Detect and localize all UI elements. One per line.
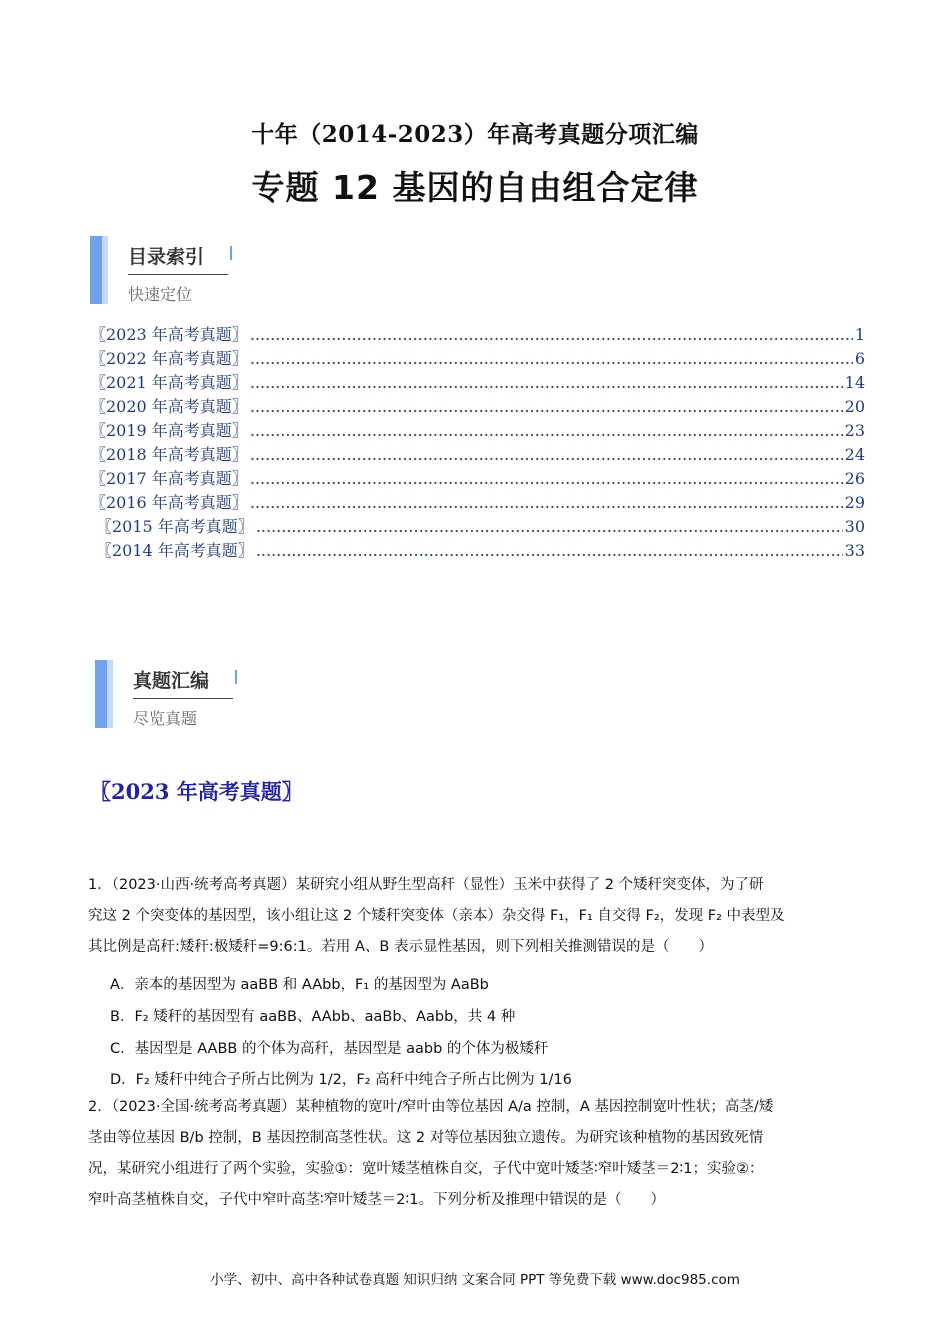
question-text-line: 2．（2023·全国·统考高考真题）某种植物的宽叶/窄叶由等位基因 A/a 控制，A 基因控制宽叶性状；高茎/矮 [88,1099,774,1115]
toc-entry-label: 〖2019 年高考真题〗 [90,421,248,440]
toc-leader-dots [250,445,843,464]
toc-entry-label: 〖2016 年高考真题〗 [90,493,248,512]
toc-entry[interactable] [90,346,865,370]
section-accent-bar [90,236,102,304]
toc-leader-dots [250,469,843,488]
toc-entry-label: 〖2020 年高考真题〗 [90,397,248,416]
question-text-line: 况，某研究小组进行了两个实验，实验①：宽叶矮茎植株自交，子代中宽叶矮茎∶窄叶矮茎＝2∶1；实验②： [88,1161,764,1177]
toc-entry[interactable] [90,490,865,514]
toc-entry[interactable] [90,370,865,394]
year-heading: 〖2023 年高考真题〗 [90,779,303,804]
toc-leader-dots [250,421,843,440]
toc-leader-dots [250,349,853,368]
question-text-line: 其比例是高秆:矮秆:极矮秆=9:6:1。若用 A、B 表示显性基因，则下列相关推测错误的是（ ） [88,939,713,955]
question-text-line: 窄叶高茎植株自交，子代中窄叶高茎∶窄叶矮茎＝2∶1。下列分析及推理中错误的是（ ） [88,1192,665,1208]
toc-entry-page: 20 [844,397,865,416]
questions-section-subheading: 尽览真题 [133,709,198,728]
section-tick-mark [235,670,237,684]
toc-entry[interactable] [90,538,865,562]
toc-entry-label: 〖2022 年高考真题〗 [90,349,248,368]
section-divider [128,274,228,275]
toc-entry-label: 〖2018 年高考真题〗 [90,445,248,464]
question-text-line: 茎由等位基因 B/b 控制，B 基因控制高茎性状。这 2 对等位基因独立遗传。为研究该种植物的基因致死情 [88,1130,764,1146]
answer-option-c[interactable]: C．基因型是 AABB 的个体为高秆，基因型是 aabb 的个体为极矮秆 [110,1041,549,1057]
collection-supertitle: 十年（2014-2023）年高考真题分项汇编 [251,121,699,148]
toc-section-heading: 目录索引 [128,246,205,268]
toc-entry-label: 〖2021 年高考真题〗 [90,373,248,392]
toc-section-header [90,236,290,308]
toc-leader-dots [250,493,843,512]
document-title: 专题 12 基因的自由组合定律 [251,168,699,207]
toc-entry-page: 1 [854,325,865,344]
toc-entry[interactable] [90,418,865,442]
toc-entry-page: 30 [844,517,865,536]
question-text-line: 1．（2023·山西·统考高考真题）某研究小组从野生型高秆（显性）玉米中获得了 2 个矮秆突变体，为了研 [88,877,764,893]
toc-leader-dots [250,373,843,392]
toc-entry-page: 33 [844,541,865,560]
toc-leader-dots [250,325,853,344]
toc-entry[interactable] [90,466,865,490]
toc-entry[interactable] [90,514,865,538]
toc-leader-dots [250,397,843,416]
toc-entry-label: 〖2015 年高考真题〗 [96,517,254,536]
toc-leader-dots [256,541,843,560]
toc-entry-page: 23 [844,421,865,440]
toc-section-subheading: 快速定位 [128,285,193,304]
section-accent-bar-light [102,236,108,304]
section-divider [133,698,233,699]
toc-entry[interactable] [90,322,865,346]
toc-entry[interactable] [90,394,865,418]
toc-entry-page: 6 [854,349,865,368]
answer-option-a[interactable]: A．亲本的基因型为 aaBB 和 AAbb，F₁ 的基因型为 AaBb [110,977,489,993]
question-2 [88,1092,878,1216]
section-accent-bar-light [107,660,113,728]
toc-entry-label: 〖2023 年高考真题〗 [90,325,248,344]
toc-entry-page: 24 [844,445,865,464]
page-footer: 小学、初中、高中各种试卷真题 知识归纳 文案合同 PPT 等免费下载 www.doc985.com [210,1272,740,1288]
section-tick-mark [230,246,232,260]
answer-option-b[interactable]: B．F₂ 矮秆的基因型有 aaBB、AAbb、aaBb、Aabb，共 4 种 [110,1009,516,1025]
toc-entry-label: 〖2017 年高考真题〗 [90,469,248,488]
toc-entry-label: 〖2014 年高考真题〗 [96,541,254,560]
toc-leader-dots [256,517,843,536]
questions-section-heading: 真题汇编 [133,670,210,692]
section-accent-bar [95,660,107,728]
answer-option-d[interactable]: D．F₂ 矮秆中纯合子所占比例为 1/2，F₂ 高秆中纯合子所占比例为 1/16 [110,1072,572,1088]
toc-entry-page: 26 [844,469,865,488]
toc-entry-page: 29 [844,493,865,512]
toc-entry[interactable] [90,442,865,466]
questions-section-header [95,660,295,732]
question-1 [88,870,878,963]
toc-entry-page: 14 [844,373,865,392]
table-of-contents [90,322,865,562]
question-text-line: 究这 2 个突变体的基因型，该小组让这 2 个矮秆突变体（亲本）杂交得 F₁，F₁ 自交得 F₂，发现 F₂ 中表型及 [88,908,785,924]
